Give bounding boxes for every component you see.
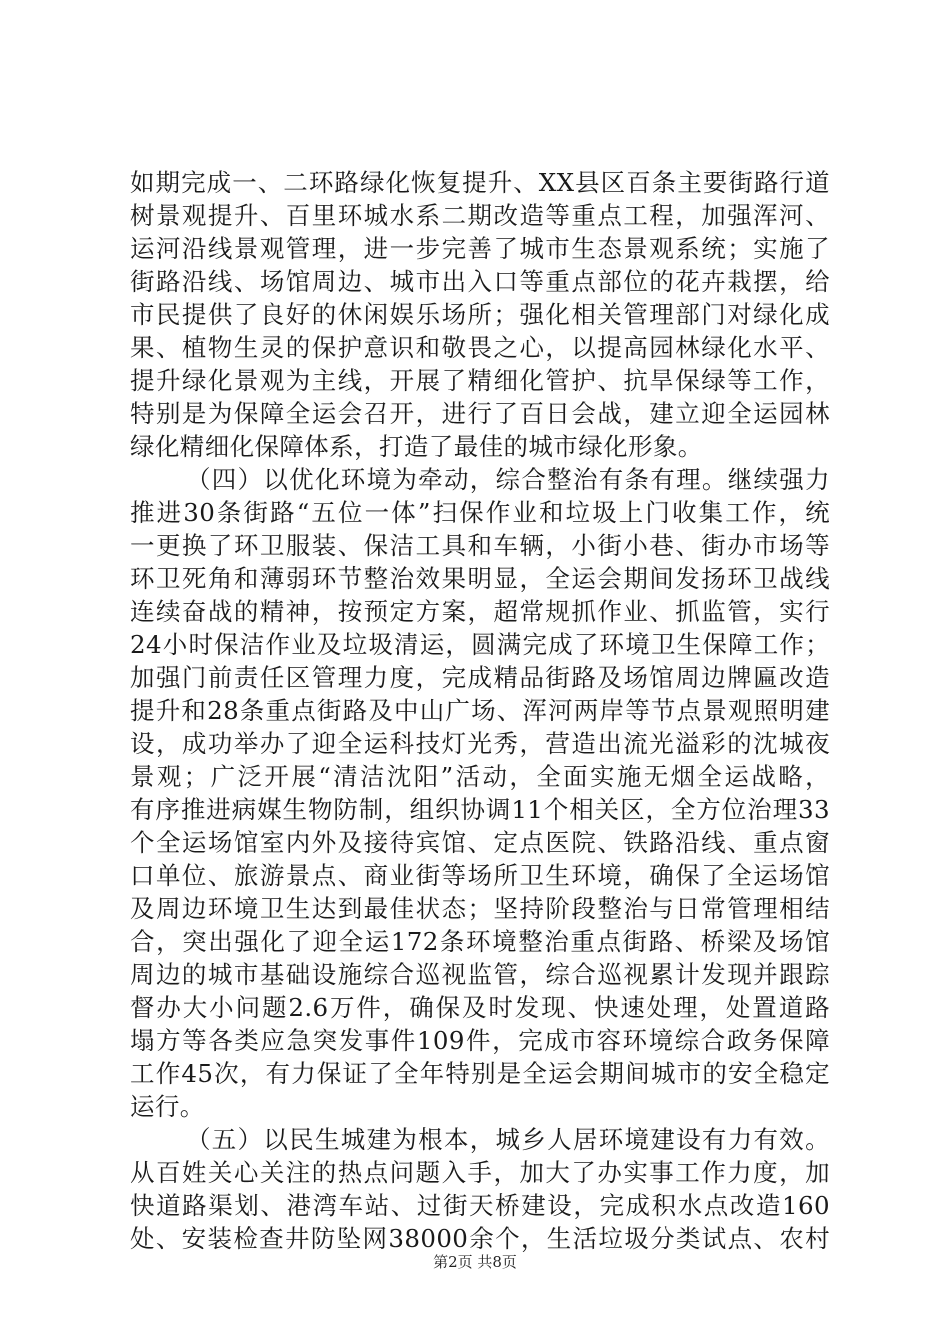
page-footer xyxy=(0,1252,950,1272)
text-line: 运行。 xyxy=(130,1092,205,1121)
text-line: 提升和28条重点街路及中山广场、浑河两岸等节点景观照明建 xyxy=(130,696,830,725)
text-line: 合，突出强化了迎全运172条环境整治重点街路、桥梁及场馆 xyxy=(130,927,830,956)
text-line: 绿化精细化保障体系，打造了最佳的城市绿化形象。 xyxy=(130,432,703,461)
text-line: 周边的城市基础设施综合巡视监管，综合巡视累计发现并跟踪 xyxy=(130,960,830,989)
text-line: 口单位、旅游景点、商业街等场所卫生环境，确保了全运场馆 xyxy=(130,861,830,890)
text-line: 处、安装检查井防坠网38000余个，生活垃圾分类试点、农村 xyxy=(130,1224,830,1253)
text-line: 如期完成一、二环路绿化恢复提升、XX县区百条主要街路行道 xyxy=(130,168,830,197)
text-line: 市民提供了良好的休闲娱乐场所；强化相关管理部门对绿化成 xyxy=(130,300,830,329)
text-line: 从百姓关心关注的热点问题入手，加大了办实事工作力度，加 xyxy=(130,1158,830,1187)
paragraph-section-5 xyxy=(130,1123,830,1255)
text-line: 推进30条街路“五位一体”扫保作业和垃圾上门收集工作，统 xyxy=(130,498,830,527)
paragraph-greening xyxy=(130,166,830,463)
text-line: 树景观提升、百里环城水系二期改造等重点工程，加强浑河、 xyxy=(130,201,830,230)
text-line: 加强门前责任区管理力度，完成精品街路及场馆周边牌匾改造 xyxy=(130,663,830,692)
text-line: 果、植物生灵的保护意识和敬畏之心，以提高园林绿化水平、 xyxy=(130,333,830,362)
text-line: 连续奋战的精神，按预定方案，超常规抓作业、抓监管，实行 xyxy=(130,597,830,626)
text-line: 设，成功举办了迎全运科技灯光秀，营造出流光溢彩的沈城夜 xyxy=(130,729,830,758)
document-body xyxy=(130,166,830,1255)
text-line: 提升绿化景观为主线，开展了精细化管护、抗旱保绿等工作， xyxy=(130,366,830,395)
page-number: 第2页 共8页 xyxy=(433,1253,517,1271)
text-line: 街路沿线、场馆周边、城市出入口等重点部位的花卉栽摆，给 xyxy=(130,267,830,296)
text-line: 有序推进病媒生物防制，组织协调11个相关区，全方位治理33 xyxy=(130,795,830,824)
section-heading-line: （四）以优化环境为牵动，综合整治有条有理。继续强力 xyxy=(186,465,830,494)
text-line: 24小时保洁作业及垃圾清运，圆满完成了环境卫生保障工作； xyxy=(130,630,830,659)
text-line: 督办大小问题2.6万件，确保及时发现、快速处理，处置道路 xyxy=(130,993,830,1022)
text-line: 塌方等各类应急突发事件109件，完成市容环境综合政务保障 xyxy=(130,1026,830,1055)
text-line: 个全运场馆室内外及接待宾馆、定点医院、铁路沿线、重点窗 xyxy=(130,828,830,857)
text-line: 运河沿线景观管理，进一步完善了城市生态景观系统；实施了 xyxy=(130,234,830,263)
paragraph-section-4 xyxy=(130,463,830,1123)
text-line: 快道路渠划、港湾车站、过街天桥建设，完成积水点改造160 xyxy=(130,1191,830,1220)
text-line: 环卫死角和薄弱环节整治效果明显，全运会期间发扬环卫战线 xyxy=(130,564,830,593)
text-line: 特别是为保障全运会召开，进行了百日会战，建立迎全运园林 xyxy=(130,399,830,428)
section-heading-line: （五）以民生城建为根本，城乡人居环境建设有力有效。 xyxy=(186,1125,830,1154)
text-line: 景观；广泛开展“清洁沈阳”活动，全面实施无烟全运战略， xyxy=(130,762,830,791)
text-line: 及周边环境卫生达到最佳状态；坚持阶段整治与日常管理相结 xyxy=(130,894,830,923)
text-line: 工作45次，有力保证了全年特别是全运会期间城市的安全稳定 xyxy=(130,1059,830,1088)
text-line: 一更换了环卫服装、保洁工具和车辆，小街小巷、街办市场等 xyxy=(130,531,830,560)
